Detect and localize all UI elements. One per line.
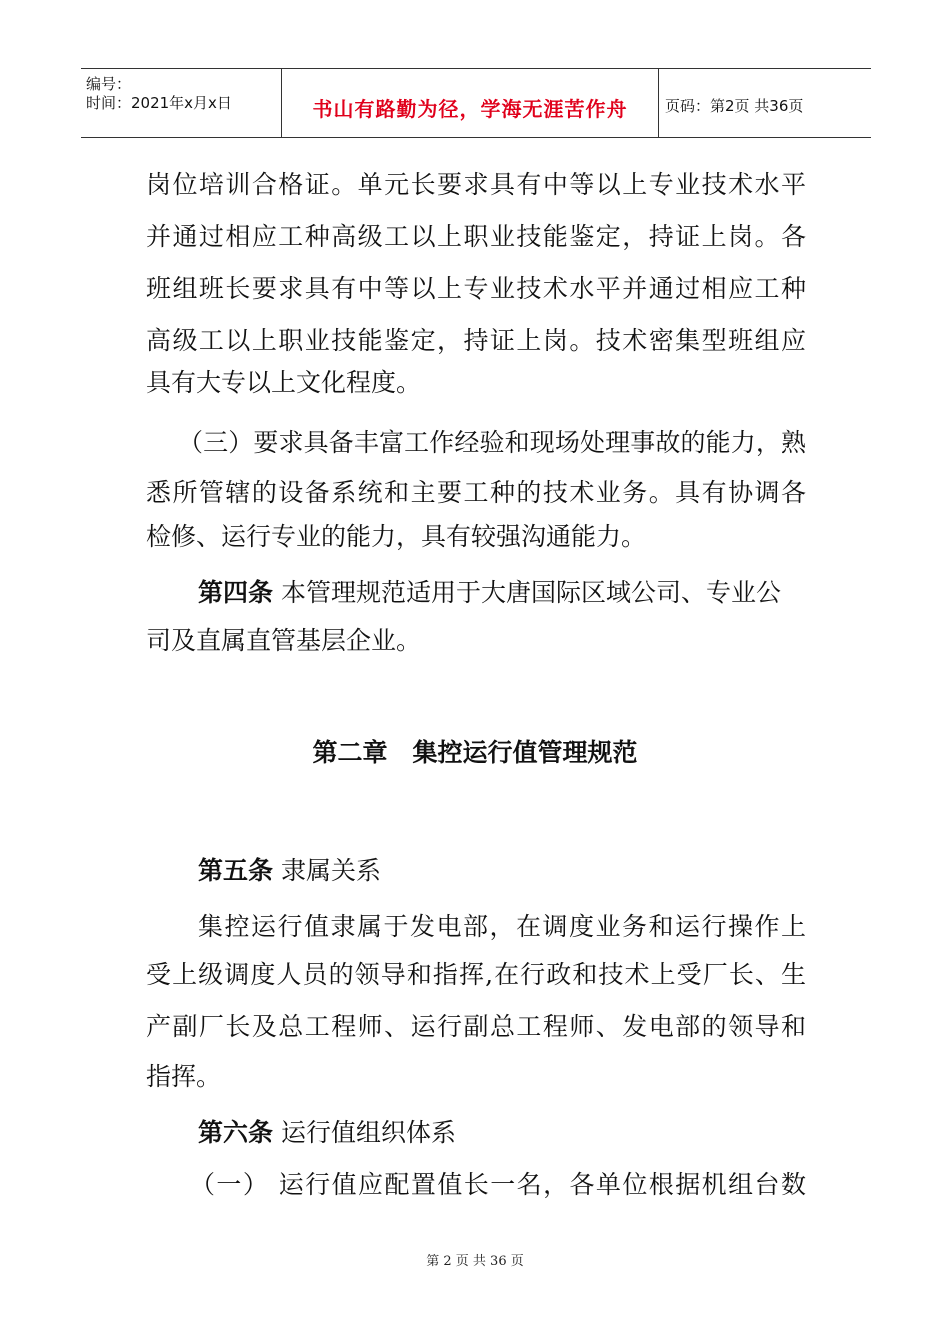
header-time-label: 时间：2021年x月x日 — [86, 94, 232, 112]
body-line: 指挥。 — [146, 1062, 222, 1091]
article-5-heading — [198, 856, 381, 886]
chapter-title: 第二章 集控运行值管理规范 — [312, 738, 638, 767]
body-line: （一） 运行值应配置值长一名，各单位根据机组台数 — [190, 1170, 806, 1199]
body-line: 悉所管辖的设备系统和主要工种的技术业务。具有协调各 — [146, 478, 806, 507]
article-6-heading — [198, 1118, 456, 1148]
body-line: 班组班长要求具有中等以上专业技术水平并通过相应工种 — [146, 274, 806, 303]
body-line: 岗位培训合格证。单元长要求具有中等以上专业技术水平 — [146, 170, 806, 199]
header-number-label: 编号： — [86, 75, 132, 93]
header-motto-cell — [282, 69, 659, 137]
article-4-label: 第四条 — [198, 578, 274, 607]
body-line: 检修、运行专业的能力，具有较强沟通能力。 — [146, 522, 647, 551]
body-line: （三）要求具备丰富工作经验和现场处理事故的能力，熟 — [178, 428, 806, 457]
body-line: 集控运行值隶属于发电部，在调度业务和运行操作上 — [198, 912, 806, 941]
body-line: 司及直属直管基层企业。 — [146, 626, 422, 655]
header-motto: 书山有路勤为径，学海无涯苦作舟 — [312, 97, 628, 121]
article-4-line — [198, 578, 781, 608]
article-5-title: 隶属关系 — [280, 856, 381, 885]
article-4-text: 本管理规范适用于大唐国际区域公司、专业公 — [280, 578, 781, 607]
body-line: 受上级调度人员的领导和指挥,在行政和技术上受厂长、生 — [146, 960, 806, 989]
page-header — [81, 68, 871, 138]
page-footer: 第 2 页 共 36 页 — [426, 1254, 524, 1269]
article-6-title: 运行值组织体系 — [280, 1118, 456, 1147]
header-page-label: 页码：第2页 共36页 — [665, 97, 804, 115]
body-line: 产副厂长及总工程师、运行副总工程师、发电部的领导和 — [146, 1012, 806, 1041]
article-5-label: 第五条 — [198, 856, 274, 885]
body-line: 并通过相应工种高级工以上职业技能鉴定，持证上岗。各 — [146, 222, 806, 251]
body-line: 高级工以上职业技能鉴定，持证上岗。技术密集型班组应 — [146, 326, 806, 355]
header-page-cell — [659, 69, 871, 137]
body-line: 具有大专以上文化程度。 — [146, 368, 422, 397]
article-6-label: 第六条 — [198, 1118, 274, 1147]
header-meta-cell — [81, 69, 282, 137]
